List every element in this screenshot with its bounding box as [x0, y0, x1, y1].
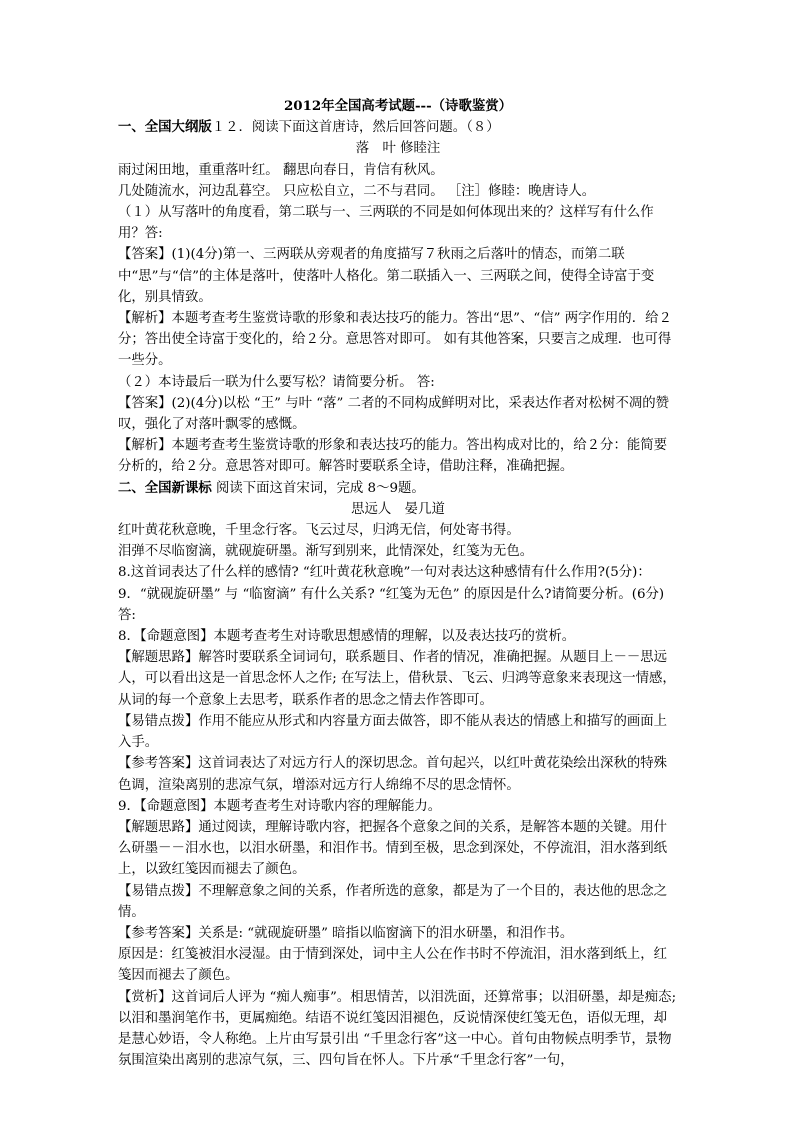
paragraph-text: １２．阅读下面这首唐诗，然后回答问题。（８） — [211, 120, 500, 136]
paragraph — [118, 393, 678, 435]
document-title: 2012年全国高考试题---（诗歌鉴赏） — [283, 98, 513, 114]
paragraph — [118, 202, 678, 244]
paragraph — [118, 372, 678, 393]
paragraph-text: （２）本诗最后一联为什么要写松？请简要分析。 答: — [118, 374, 435, 390]
paragraph — [118, 541, 678, 562]
paragraph — [118, 308, 678, 372]
paragraph-text: 【参考答案】这首词表达了对远方行人的深切思念。首句起兴，以红叶黄花染绘出深秋的特殊色调，渲染离别的悲凉气氛，增添对远方行人绵绵不尽的思念情怀。 — [118, 756, 668, 793]
paragraph-text: 【解题思路】通过阅读，理解诗歌内容，把握各个意象之间的关系，是解答本题的关键。用什么研墨－－泪水也，以泪水研墨，和泪作书。情到至极，思念到深处，不停流泪，泪水落到纸上，以致红笺因而褪去了颜色。 — [118, 819, 668, 878]
paragraph-text: 几处随流水，河边乱暮空。 只应松自立，二不与君同。 ［注］修睦：晚唐诗人。 — [118, 183, 596, 199]
paragraph-text: 【易错点拨】不理解意象之间的关系，作者所选的意象，都是为了一个目的，表达他的思念之情。 — [118, 883, 668, 920]
paragraph — [118, 435, 678, 477]
paragraph-text: 9．“就砚旋研墨” 与 “临窗滴” 有什么关系? “红笺为无色” 的原因是什么?请简要分析。(6分) 答: — [118, 586, 678, 623]
paragraph-text: 阅读下面这首宋词，完成 8～9题。 — [211, 480, 425, 496]
paragraph — [118, 520, 678, 541]
paragraph — [118, 923, 678, 944]
poem-title-line — [118, 499, 678, 520]
paragraph-text: 【答案】(1)(4分)第一、三两联从旁观者的角度描写７秋雨之后落叶的情态，而第二联中“思”与“信”的主体是落叶，使落叶人格化。第二联插入一、三两联之间，使得全诗富于变化，别具情致。 — [118, 247, 655, 305]
paragraph-text: 【解题思路】解答时要联系全词词句，联系题目、作者的情况，准确把握。从题目上－－思远人，可以看出这是一首思念怀人之作; 在写法上，借秋景、飞云、归鸿等意象来表现这一情感，从词的每一个意象上去思考，联系作者的思念之情去作答即可。 — [118, 650, 676, 708]
paragraph-text: 8.这首词表达了什么样的感情? “红叶黄花秋意晚”一句对表达这种感情有什么作用?(5分)： — [118, 565, 651, 581]
paragraph-text: 思远人 晏几道 — [351, 501, 445, 517]
paragraph-text: 【答案】(2)(4分)以松 “王” 与叶 “落” 二者的不同构成鲜明对比，采表达作者对松树不凋的赞叹，强化了对落叶飘零的感慨。 — [118, 395, 670, 433]
document-body — [118, 117, 678, 1071]
poem-title-line — [118, 138, 678, 159]
paragraph-text: 【解析】本题考查考生鉴赏诗歌的形象和表达技巧的能力。答出“思”、“信” 两字作用的．给２分；答出使全诗富于变化的，给２分。意思答对即可。 如有其他答案，只要言之成理．也可得一些分。 — [118, 311, 672, 369]
paragraph-text: 【易错点拨】作用不能应从形式和内容量方面去做答，即不能从表达的情感上和描写的画面上入手。 — [118, 713, 668, 751]
paragraph-text: 9．【命题意图】本题考查考生对诗歌内容的理解能力。 — [118, 798, 442, 814]
paragraph — [118, 160, 678, 181]
paragraph-text: 【参考答案】关系是: “就砚旋研墨” 暗指以临窗滴下的泪水研墨，和泪作书。 — [118, 925, 574, 941]
paragraph-text: 【解析】本题考查考生鉴赏诗歌的形象和表达技巧的能力。答出构成对比的，给２分：能简要分析的，给２分。意思答对即可。解答时要联系全诗，借助注释，准确把握。 — [118, 438, 668, 475]
paragraph-text: 【赏析】这首词后人评为 “痴人痴事”。相思情苦，以泪洗面，还算常事；以泪研墨，却是痴态; 以泪和墨润笔作书，更属痴绝。结语不说红笺因泪褪色，反说情深使红笺无色，语似无理，却是慧心妙语，令人称绝。上片由写景引出 “千里念行客”这一中心。首句由物候点明季节，景物氛围渲染出离别的悲凉气氛，三、四句旨在怀人。下片承“千里念行客”一句， — [118, 989, 677, 1069]
paragraph — [118, 117, 678, 138]
document-page — [118, 96, 678, 1071]
paragraph — [118, 626, 678, 647]
paragraph-text: 红叶黄花秋意晚，千里念行客。飞云过尽，归鸿无信，何处寄书得。 — [118, 523, 520, 539]
paragraph-text: （１）从写落叶的角度看，第二联与一、三两联的不同是如何体现出来的？这样写有什么作用？答: — [118, 205, 654, 242]
paragraph-text: 8．【命题意图】本题考查考生对诗歌思想感情的理解，以及表达技巧的赏析。 — [118, 629, 576, 645]
paragraph — [118, 478, 678, 499]
paragraph — [118, 881, 678, 923]
section-heading: 二、全国新课标 — [118, 479, 212, 496]
paragraph — [118, 244, 678, 308]
paragraph — [118, 817, 678, 881]
paragraph-text: 泪弹不尽临窗滴，就砚旋研墨。渐写到别来，此情深处，红笺为无色。 — [118, 544, 534, 560]
paragraph — [118, 584, 678, 626]
paragraph — [118, 562, 678, 583]
section-heading: 一、全国大纲版 — [118, 119, 212, 136]
paragraph-text: 雨过闲田地，重重落叶红。 翻思向春日，肯信有秋风。 — [118, 162, 444, 178]
paragraph — [118, 181, 678, 202]
paragraph-text: 原因是：红笺被泪水浸湿。由于情到深处，词中主人公在作书时不停流泪，泪水落到纸上，红笺因而褪去了颜色。 — [118, 947, 668, 984]
paragraph — [118, 987, 678, 1072]
paragraph — [118, 753, 678, 795]
paragraph — [118, 944, 678, 986]
paragraph-text: 落 叶 修睦注 — [355, 141, 441, 157]
paragraph — [118, 647, 678, 711]
paragraph — [118, 796, 678, 817]
paragraph — [118, 711, 678, 753]
